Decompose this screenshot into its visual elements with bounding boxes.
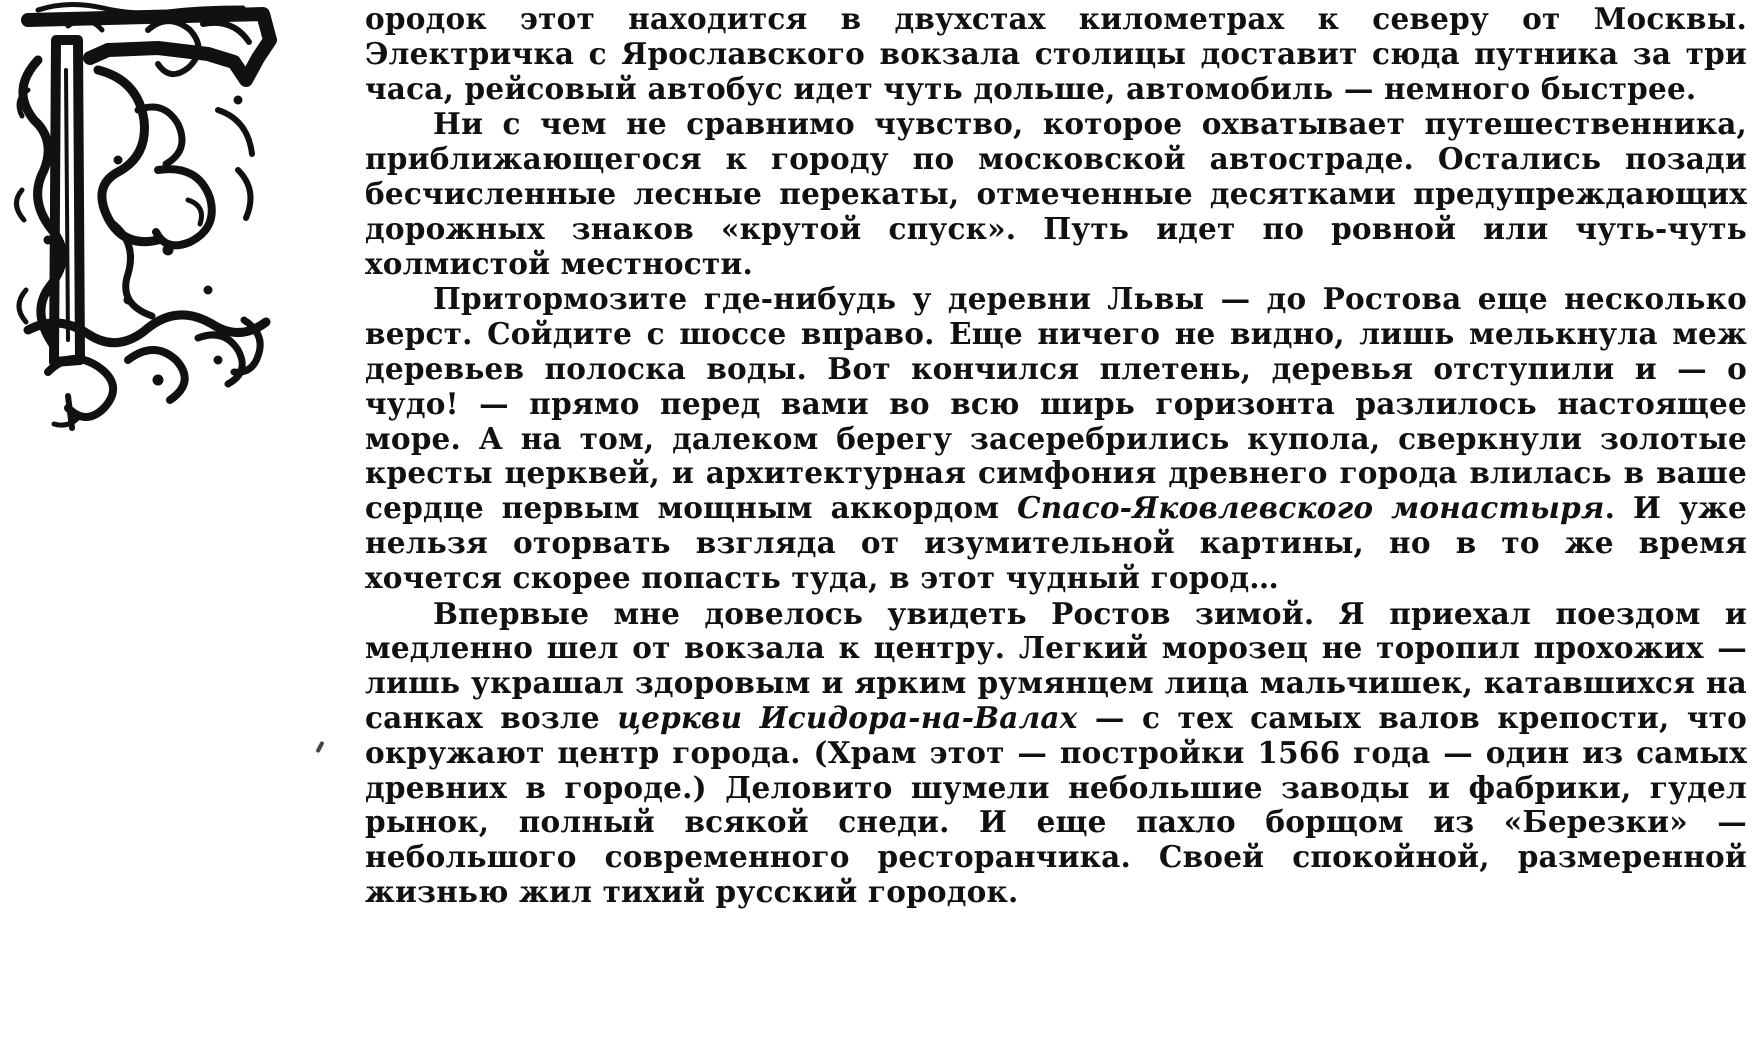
- ornamental-initial-letter-g-icon: [8, 0, 288, 435]
- paragraph-3-text-before: Притормозите где-нибудь у деревни Львы — до Ростова еще несколько верст. Сойдите с шоссе вправо. Еще ничего не видно, лишь мелькнула меж деревьев полоска воды. Вот кончился плетень, деревья отступили и — о чудо! — прямо перед вами во всю ширь горизонта разлилось настоящее море. А на том, далеком берегу засеребрились купола, сверкнули золотые кресты церквей, и архитектурная симфония древнего города влилась в ваше сердце первым мощным аккордом: [365, 281, 1747, 526]
- paragraph-4-text-after: — с тех самых валов крепости, что окружают центр города. (Храм этот — постройки 1566 года — один из самых древних в городе.) Деловито шумели небольшие заводы и фабрики, гудел рынок, полный всякой снеди. И еще пахло борщом из «Березки» — небольшого современного ресторанчика. Своей спокойной, размеренной жизнью жил тихий русский городок.: [365, 699, 1747, 909]
- paragraph-2-text: Ни с чем не сравнимо чувство, которое охватывает путешественника, приближающегося к городу по московской автостраде. Остались позади бесчисленные лесные перекаты, отмеченные десятками предупреждающих дорожных знаков «крутой спуск». Путь идет по ровной или чуть-чуть холмистой местности.: [365, 106, 1747, 281]
- paragraph-1: [365, 2, 1747, 106]
- paragraph-3: [365, 282, 1747, 595]
- paragraph-4-text-before: Впервые мне довелось увидеть Ростов зимой. Я приехал поездом и медленно шел от вокзала к центру. Легкий морозец не торопил прохожих — лишь украшал здоровым и ярким румянцем лица мальчишек, катавшихся на санках возле: [365, 595, 1747, 735]
- paragraph-4: [365, 597, 1747, 910]
- paragraph-3-text-after: . И уже нельзя оторвать взгляда от изумительной картины, но в то же время хочется скорее попасть туда, в этот чудный город…: [365, 490, 1747, 595]
- monastery-name: Спасо-Яковлевского монастыря: [1017, 490, 1605, 526]
- paragraph-2: [365, 107, 1747, 281]
- print-speck: [315, 741, 324, 753]
- article-body: [365, 2, 1747, 910]
- paragraph-1-text: ородок этот находится в двухстах километрах к северу от Москвы. Электричка с Ярославского вокзала столицы доставит сюда путника за три часа, рейсовый автобус идет чуть дольше, автомобиль — немного быстрее.: [365, 1, 1747, 106]
- church-name: церкви Исидора-на-Валах: [617, 699, 1078, 735]
